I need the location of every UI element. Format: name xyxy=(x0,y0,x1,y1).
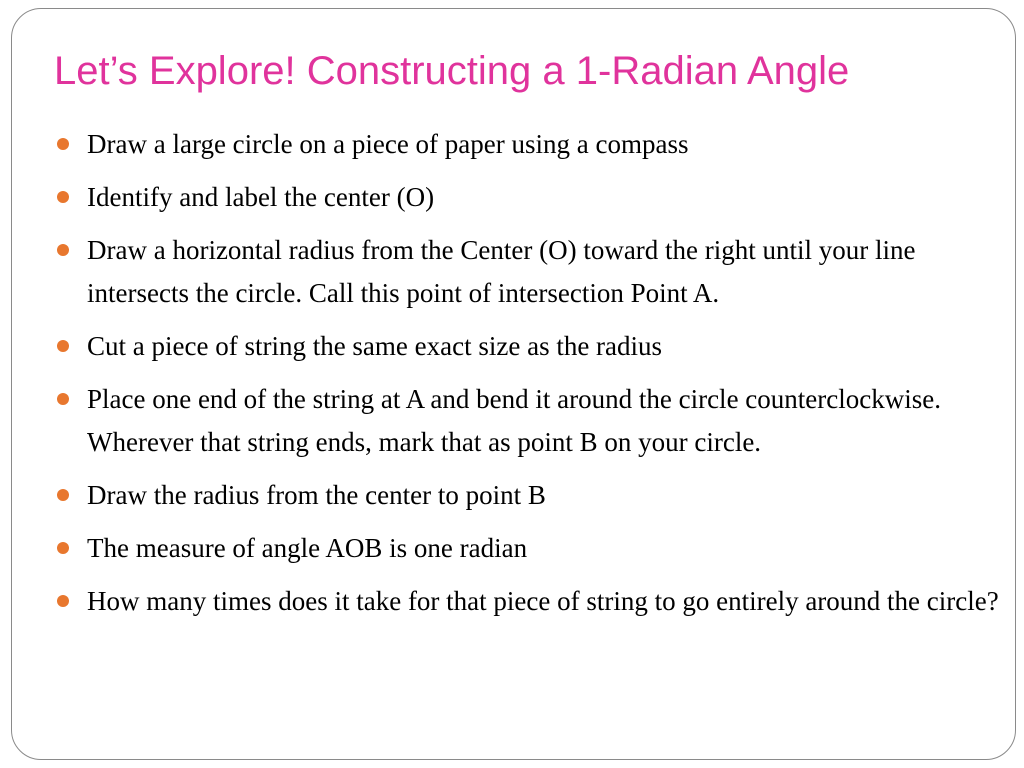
slide-title: Let’s Explore! Constructing a 1-Radian Angle xyxy=(54,49,850,93)
slide-frame xyxy=(11,8,1016,760)
bullet-dot-icon xyxy=(57,244,69,256)
bullet-text: How many times does it take for that piece of string to go entirely around the circle? xyxy=(87,586,999,616)
bullet-text: Draw a horizontal radius from the Center (O) toward the right until your line intersects the circle. Call this point of intersection Point A. xyxy=(87,235,916,308)
bullet-text: Place one end of the string at A and bend it around the circle counterclockwise. Wherever that string ends, mark that as point B on your circle. xyxy=(87,384,941,457)
bullet-item xyxy=(54,229,1004,315)
bullet-item xyxy=(54,325,1004,368)
bullet-dot-icon xyxy=(57,542,69,554)
bullet-item xyxy=(54,474,1004,517)
bullet-item xyxy=(54,378,1004,464)
bullet-item xyxy=(54,123,1004,166)
bullet-text: Draw the radius from the center to point B xyxy=(87,480,546,510)
bullet-dot-icon xyxy=(57,489,69,501)
bullet-text: Cut a piece of string the same exact size as the radius xyxy=(87,331,663,361)
bullet-dot-icon xyxy=(57,191,69,203)
bullet-item xyxy=(54,527,1004,570)
bullet-dot-icon xyxy=(57,393,69,405)
bullet-item xyxy=(54,580,1004,623)
bullet-list xyxy=(54,123,1004,633)
bullet-item xyxy=(54,176,1004,219)
bullet-text: The measure of angle AOB is one radian xyxy=(87,533,528,563)
bullet-dot-icon xyxy=(57,595,69,607)
bullet-dot-icon xyxy=(57,138,69,150)
bullet-text: Identify and label the center (O) xyxy=(87,182,435,212)
bullet-text: Draw a large circle on a piece of paper using a compass xyxy=(87,129,689,159)
bullet-dot-icon xyxy=(57,340,69,352)
